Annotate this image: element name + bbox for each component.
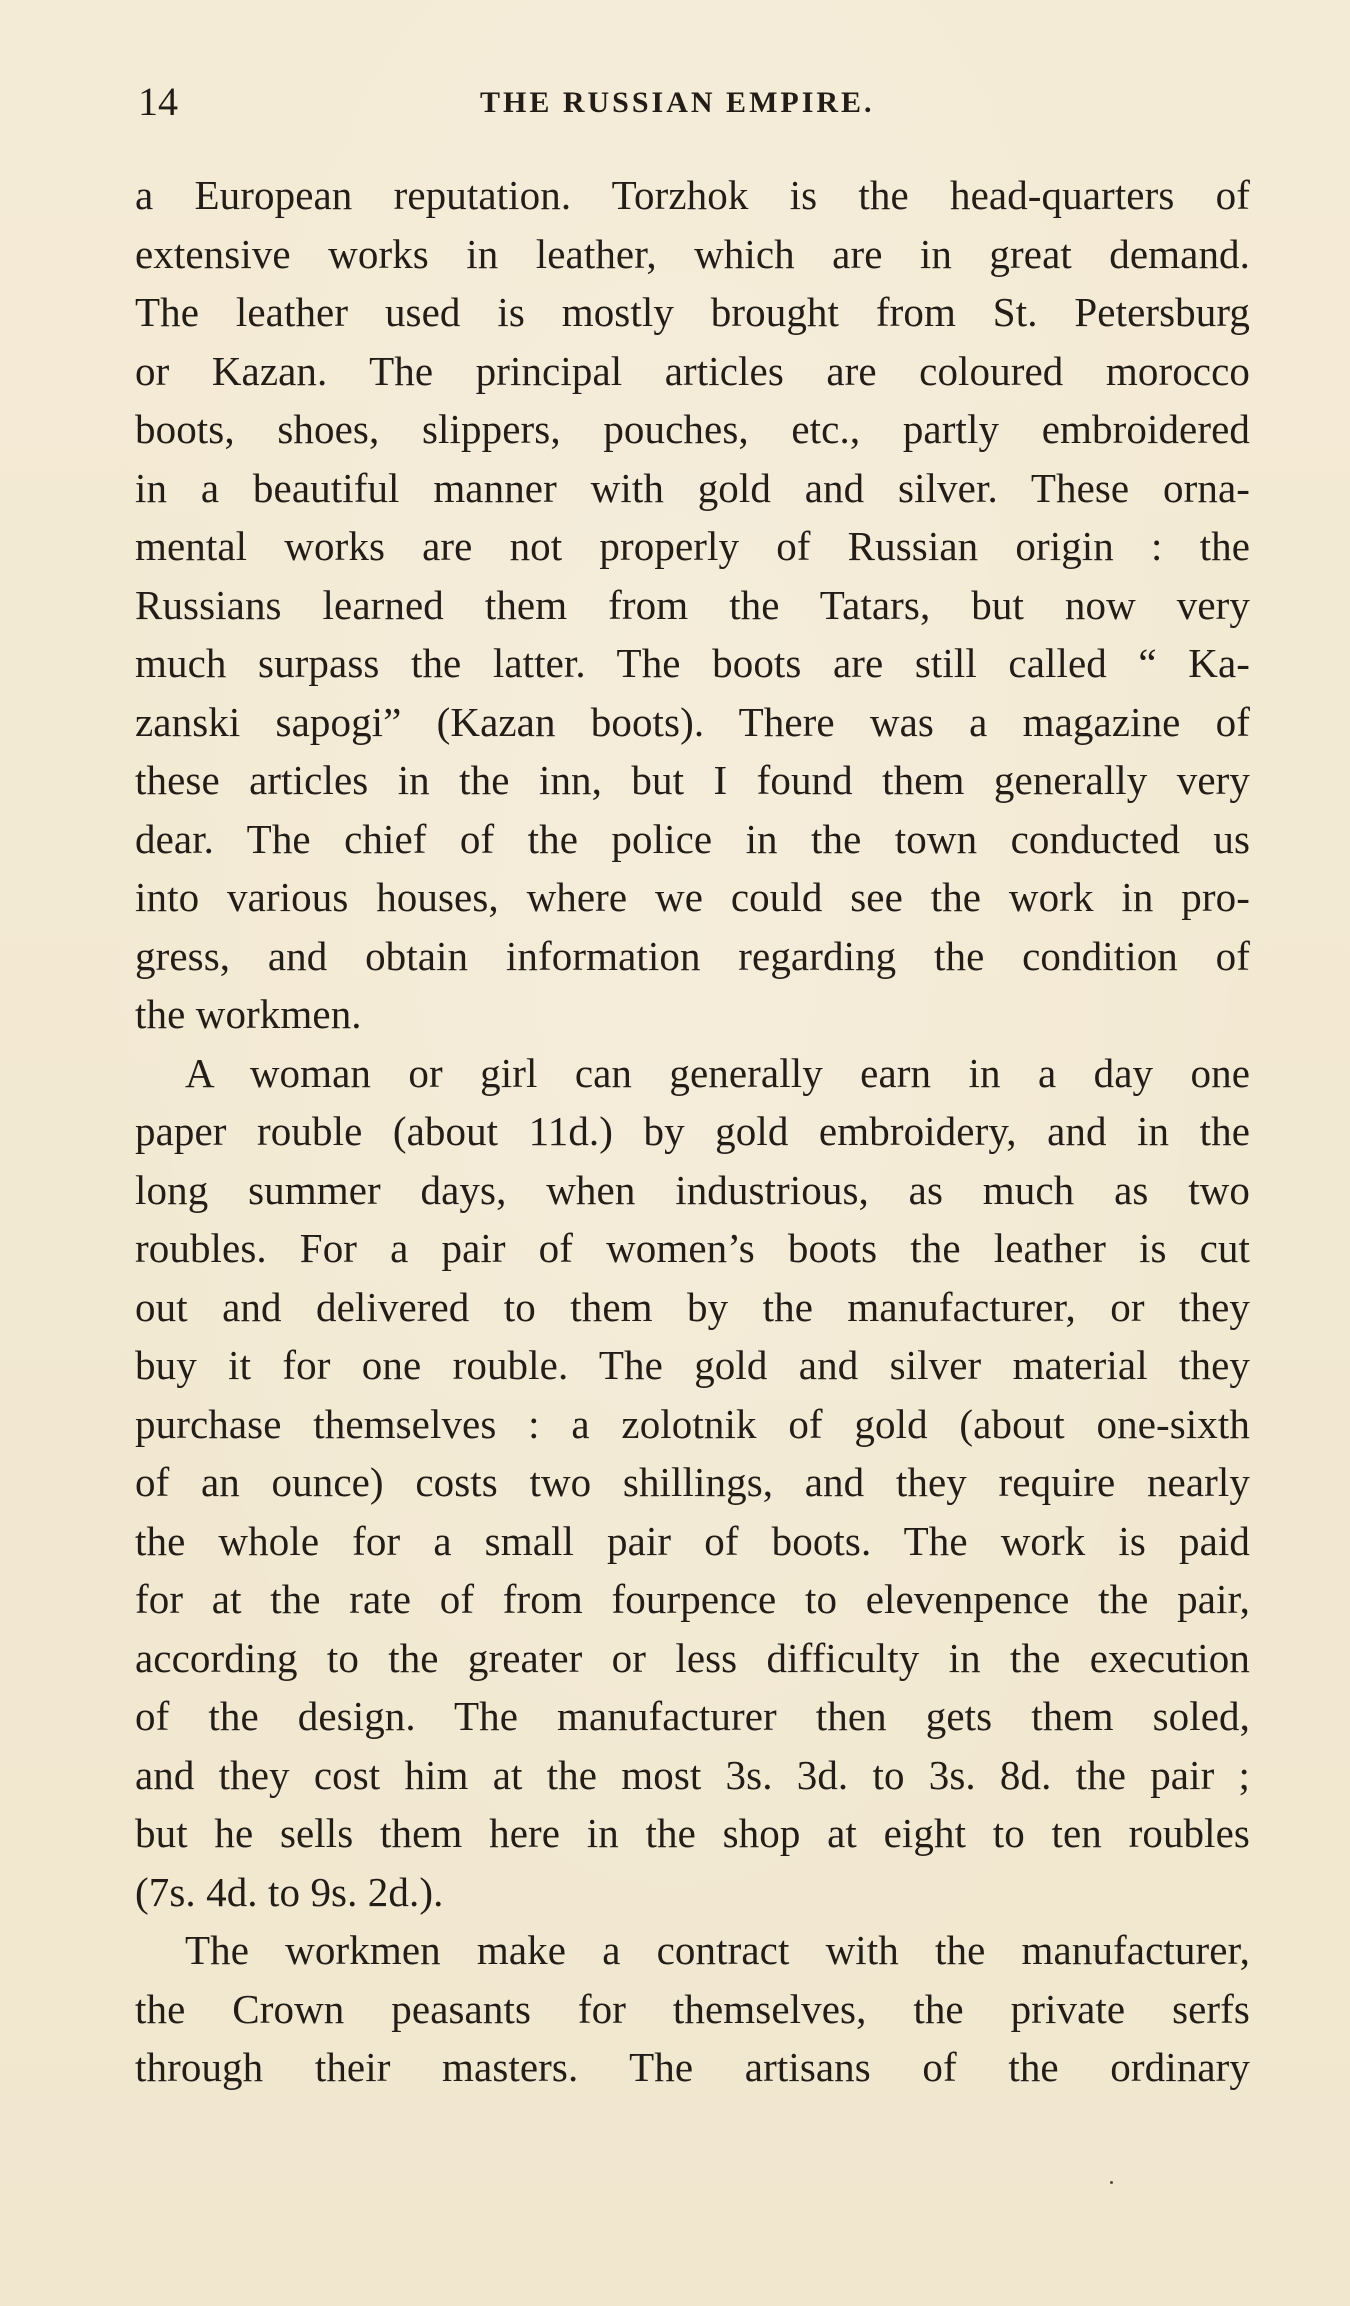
text-line: these articles in the inn, but I found them generally very [135,757,1250,803]
text-line: the whole for a small pair of boots. The work is paid [135,1517,1250,1564]
text-line: gress, and obtain information regarding the condition of [135,932,1250,979]
text-line: boots, shoes, slippers, pouches, etc., partly embroidered [135,406,1250,452]
text-line: The leather used is mostly brought from St. Petersburg [135,289,1250,335]
text-line: The workmen make a contract with the manufacturer, [185,1927,1250,1973]
running-head: THE RUSSIAN EMPIRE. [480,86,875,119]
text-line: or Kazan. The principal articles are coloured morocco [135,347,1250,394]
text-line: the Crown peasants for themselves, the private serfs [135,1985,1250,2032]
page-number: 14 [138,79,178,124]
text-line: according to the greater or less difficulty in the execution [135,1634,1250,1681]
text-line: A woman or girl can generally earn in a day one [185,1049,1250,1096]
text-line: but he sells them here in the shop at eight to ten roubles [135,1810,1250,1856]
text-line: much surpass the latter. The boots are still called “ Ka- [135,640,1250,686]
text-line: purchase themselves : a zolotnik of gold (about one-sixth [135,1400,1250,1447]
text-line: through their masters. The artisans of the ordinary [135,2044,1250,2090]
body-text [135,166,1250,2097]
text-line: (7s. 4d. to 9s. 2d.). [135,1868,444,1915]
text-line: for at the rate of from fourpence to elevenpence the pair, [135,1576,1250,1622]
text-line: dear. The chief of the police in the town conducted us [135,815,1250,862]
paragraph-3 [135,1921,1250,2097]
text-line: long summer days, when industrious, as much as two [135,1166,1250,1213]
text-line: into various houses, where we could see the work in pro- [135,874,1250,920]
page-header [138,76,1246,128]
text-line: mental works are not properly of Russian origin : the [135,523,1250,569]
text-line: of the design. The manufacturer then gets them soled, [135,1693,1250,1739]
text-line: of an ounce) costs two shillings, and they require nearly [135,1459,1250,1505]
text-line: out and delivered to them by the manufacturer, or they [135,1283,1250,1330]
paragraph-1 [135,166,1250,1044]
paragraph-2 [135,1044,1250,1922]
text-line: zanski sapogi” (Kazan boots). There was a magazine of [135,698,1250,745]
text-line: buy it for one rouble. The gold and silver material they [135,1342,1250,1388]
paper-speck [1110,2181,1113,2184]
text-line: Russians learned them from the Tatars, but now very [135,581,1250,628]
text-line: the workmen. [135,991,362,1037]
text-line: in a beautiful manner with gold and silver. These orna- [135,464,1250,511]
text-line: a European reputation. Torzhok is the head-quarters of [135,172,1250,218]
text-line: extensive works in leather, which are in great demand. [135,230,1250,277]
text-line: paper rouble (about 11d.) by gold embroidery, and in the [135,1108,1250,1154]
text-line: and they cost him at the most 3s. 3d. to 3s. 8d. the pair ; [135,1751,1250,1798]
text-line: roubles. For a pair of women’s boots the leather is cut [135,1225,1250,1271]
